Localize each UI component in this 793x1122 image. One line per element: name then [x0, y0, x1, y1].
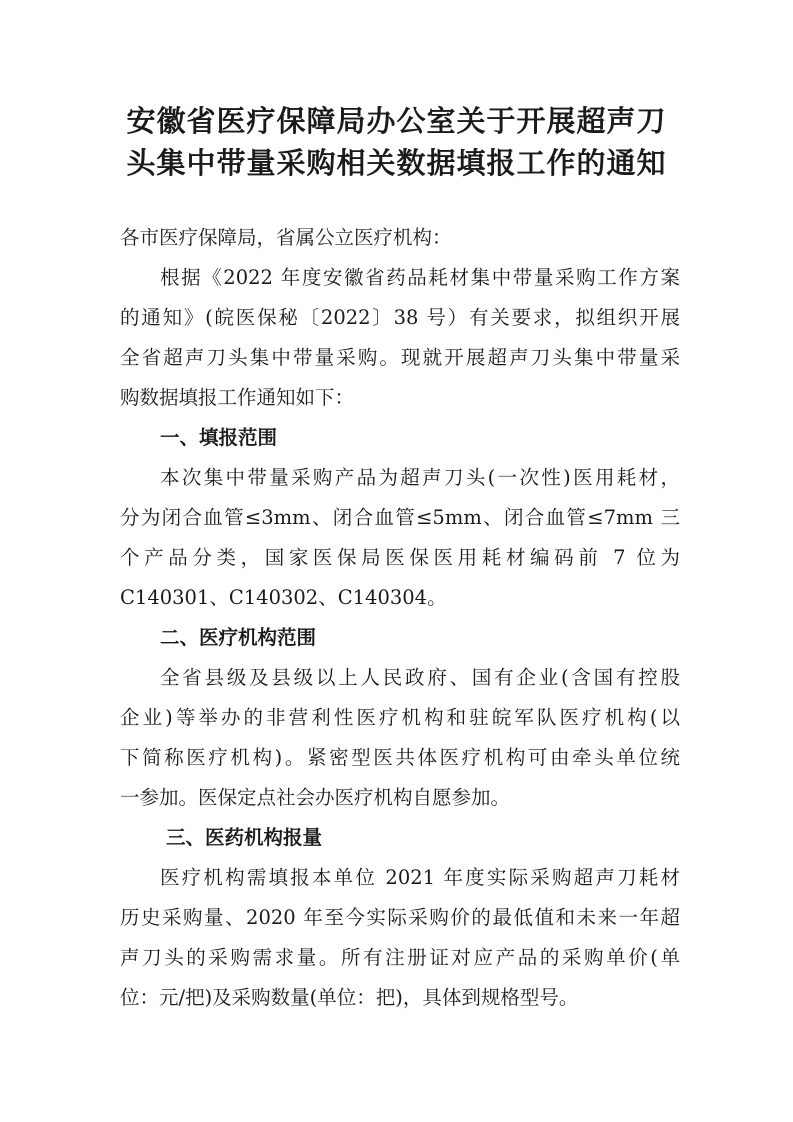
section-3-line-2: 历史采购量、2020 年至今实际采购价的最低值和未来一年超	[120, 906, 680, 929]
section-3-line-3: 声刀头的采购需求量。所有注册证对应产品的采购单价(单	[120, 946, 680, 969]
intro-line-2: 的通知》(皖医保秘〔2022〕38 号）有关要求，拟组织开展	[120, 306, 680, 329]
section-2-line-3: 下简称医疗机构)。紧密型医共体医疗机构可由牵头单位统	[120, 746, 680, 769]
document-title-line-2: 头集中带量采购相关数据填报工作的通知	[126, 146, 667, 180]
document-title-line-1: 安徽省医疗保障局办公室关于开展超声刀	[126, 104, 667, 138]
section-1-line-3: 个产品分类，国家医保局医保医用耗材编码前 7 位为	[120, 546, 680, 569]
section-1-line-1: 本次集中带量采购产品为超声刀头(一次性)医用耗材，	[160, 466, 680, 489]
section-heading-scope: 一、填报范围	[160, 426, 278, 449]
section-3-line-1: 医疗机构需填报本单位 2021 年度实际采购超声刀耗材	[160, 866, 680, 889]
intro-line-4: 购数据填报工作通知如下：	[120, 386, 355, 409]
section-1-line-2: 分为闭合血管≤3mm、闭合血管≤5mm、闭合血管≤7mm 三	[120, 506, 680, 529]
document-body	[120, 218, 680, 1038]
section-heading-institutions: 二、医疗机构范围	[160, 626, 317, 649]
intro-line-1: 根据《2022 年度安徽省药品耗材集中带量采购工作方案	[160, 266, 680, 289]
section-2-line-1: 全省县级及县级以上人民政府、国有企业(含国有控股	[160, 666, 680, 689]
section-heading-reporting: 三、医药机构报量	[166, 826, 323, 849]
section-1-line-4: C140301、C140302、C140304。	[120, 586, 447, 609]
salutation: 各市医疗保障局，省属公立医疗机构：	[120, 226, 452, 249]
section-2-line-4: 一参加。医保定点社会办医疗机构自愿参加。	[120, 786, 511, 809]
intro-line-3: 全省超声刀头集中带量采购。现就开展超声刀头集中带量采	[120, 346, 680, 369]
section-3-line-4: 位：元/把)及采购数量(单位：把)，具体到规格型号。	[120, 986, 579, 1009]
section-2-line-2: 企业)等举办的非营利性医疗机构和驻皖军队医疗机构(以	[120, 706, 680, 729]
